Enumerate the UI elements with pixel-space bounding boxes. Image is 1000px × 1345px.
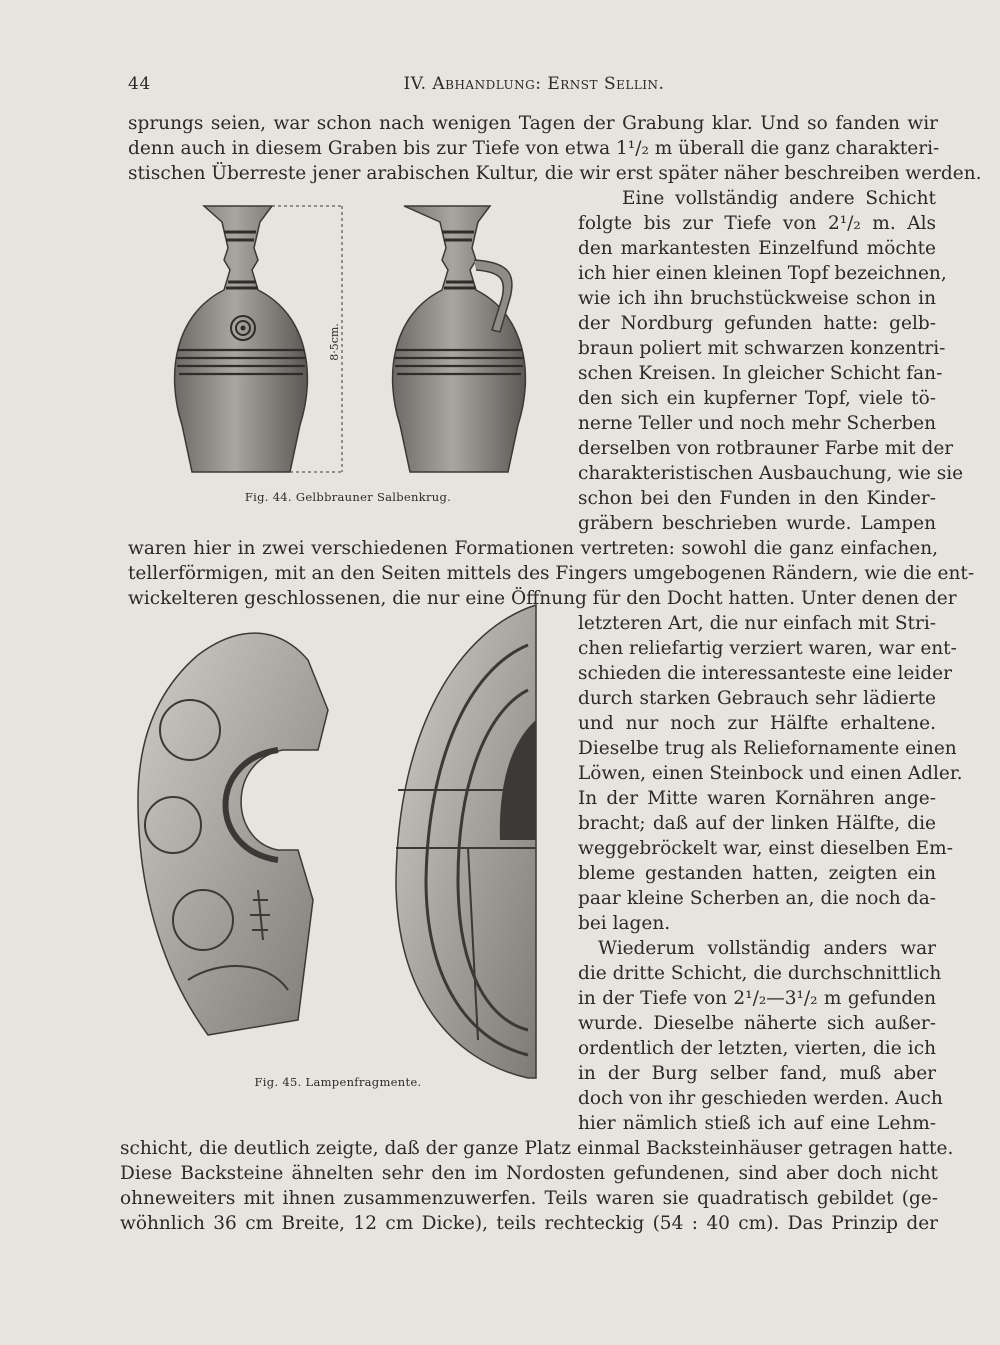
text-line: tellerförmigen, mit an den Seiten mittels des Fingers umgebogenen Rändern, wie die ent- (128, 563, 975, 584)
text-line: nerne Teller und noch mehr Scherben (578, 413, 936, 434)
text-line: Wiederum vollständig anders war (598, 938, 936, 959)
text-line: hier nämlich stieß ich auf eine Lehm- (578, 1113, 936, 1134)
text-line: sprungs seien, war schon nach wenigen Tagen der Grabung klar. Und so fanden wir (128, 113, 938, 134)
text-line: schen Kreisen. In gleicher Schicht fan- (578, 363, 943, 384)
text-line: die dritte Schicht, die durchschnittlich (578, 963, 942, 984)
text-line: doch von ihr geschieden werden. Auch (578, 1088, 943, 1109)
text-line: wöhnlich 36 cm Breite, 12 cm Dicke), teils rechteckig (54 : 40 cm). Das Prinzip der (120, 1213, 938, 1234)
text-line: paar kleine Scherben an, die noch da- (578, 888, 936, 909)
text-line: ich hier einen kleinen Topf bezeichnen, (578, 263, 947, 284)
lamp-fragment-right (396, 605, 536, 1078)
text-line: letzteren Art, die nur einfach mit Stri- (578, 613, 936, 634)
text-line: stischen Überreste jener arabischen Kultur, die wir erst später näher beschreiben werden. (128, 163, 982, 184)
text-line: In der Mitte waren Kornähren ange- (578, 788, 936, 809)
text-line: den sich ein kupferner Topf, viele tö- (578, 388, 936, 409)
scale-label: 8·5cm. (328, 323, 341, 361)
text-line: bracht; daß auf der linken Hälfte, die (578, 813, 936, 834)
fig44-jug-illustration (138, 200, 558, 480)
text-line: waren hier in zwei verschiedenen Formationen vertreten: sowohl die ganz einfachen, (128, 538, 938, 559)
text-line: schon bei den Funden in den Kinder- (578, 488, 936, 509)
text-line: wickelteren geschlossenen, die nur eine Öffnung für den Docht hatten. Unter denen der (128, 588, 957, 609)
fig45-lamp-illustration (128, 600, 544, 1080)
text-line: chen reliefartig verziert waren, war ent- (578, 638, 957, 659)
jug-right (393, 206, 526, 472)
lamp-fragment-left (138, 633, 328, 1035)
text-line: braun poliert mit schwarzen konzentri- (578, 338, 946, 359)
text-line: Eine vollständig andere Schicht (622, 188, 936, 209)
text-line: gräbern beschrieben wurde. Lampen (578, 513, 936, 534)
text-line: in der Burg selber fand, muß aber (578, 1063, 936, 1084)
text-line: Löwen, einen Steinbock und einen Adler. (578, 763, 963, 784)
text-line: Diese Backsteine ähnelten sehr den im Nordosten gefundenen, sind aber doch nicht (120, 1163, 938, 1184)
text-line: ohneweiters mit ihnen zusammenzuwerfen. Teils waren sie quadratisch gebildet (ge- (120, 1188, 938, 1209)
text-line: durch starken Gebrauch sehr lädierte (578, 688, 936, 709)
text-line: wurde. Dieselbe näherte sich außer- (578, 1013, 936, 1034)
text-line: denn auch in diesem Graben bis zur Tiefe von etwa 1¹/₂ m überall die ganz charakteri- (128, 138, 940, 159)
jug-left (175, 206, 308, 472)
text-line: in der Tiefe von 2¹/₂—3¹/₂ m gefunden (578, 988, 936, 1009)
page-header (128, 74, 940, 98)
text-line: der Nordburg gefunden hatte: gelb- (578, 313, 936, 334)
text-line: den markantesten Einzelfund möchte (578, 238, 936, 259)
text-line: Dieselbe trug als Reliefornamente einen (578, 738, 957, 759)
page-number: 44 (128, 74, 151, 94)
text-line: bei lagen. (578, 913, 671, 934)
text-line: wie ich ihn bruchstückweise schon in (578, 288, 936, 309)
text-line: schicht, die deutlich zeigte, daß der ganze Platz einmal Backsteinhäuser getragen hatte. (120, 1138, 954, 1159)
text-line: ordentlich der letzten, vierten, die ich (578, 1038, 936, 1059)
text-line: schieden die interessanteste eine leider (578, 663, 952, 684)
text-line: weggebröckelt war, einst dieselben Em- (578, 838, 953, 859)
fig44-caption: Fig. 44. Gelbbrauner Salbenkrug. (244, 490, 452, 504)
text-line: folgte bis zur Tiefe von 2¹/₂ m. Als (578, 213, 936, 234)
text-line: derselben von rotbrauner Farbe mit der (578, 438, 954, 459)
fig45-caption: Fig. 45. Lampenfragmente. (254, 1075, 422, 1089)
running-head: IV. Abhandlung: Ernst Sellin. (403, 74, 665, 94)
text-line: charakteristischen Ausbauchung, wie sie (578, 463, 964, 484)
text-line: bleme gestanden hatten, zeigten ein (578, 863, 936, 884)
text-line: und nur noch zur Hälfte erhaltene. (578, 713, 936, 734)
